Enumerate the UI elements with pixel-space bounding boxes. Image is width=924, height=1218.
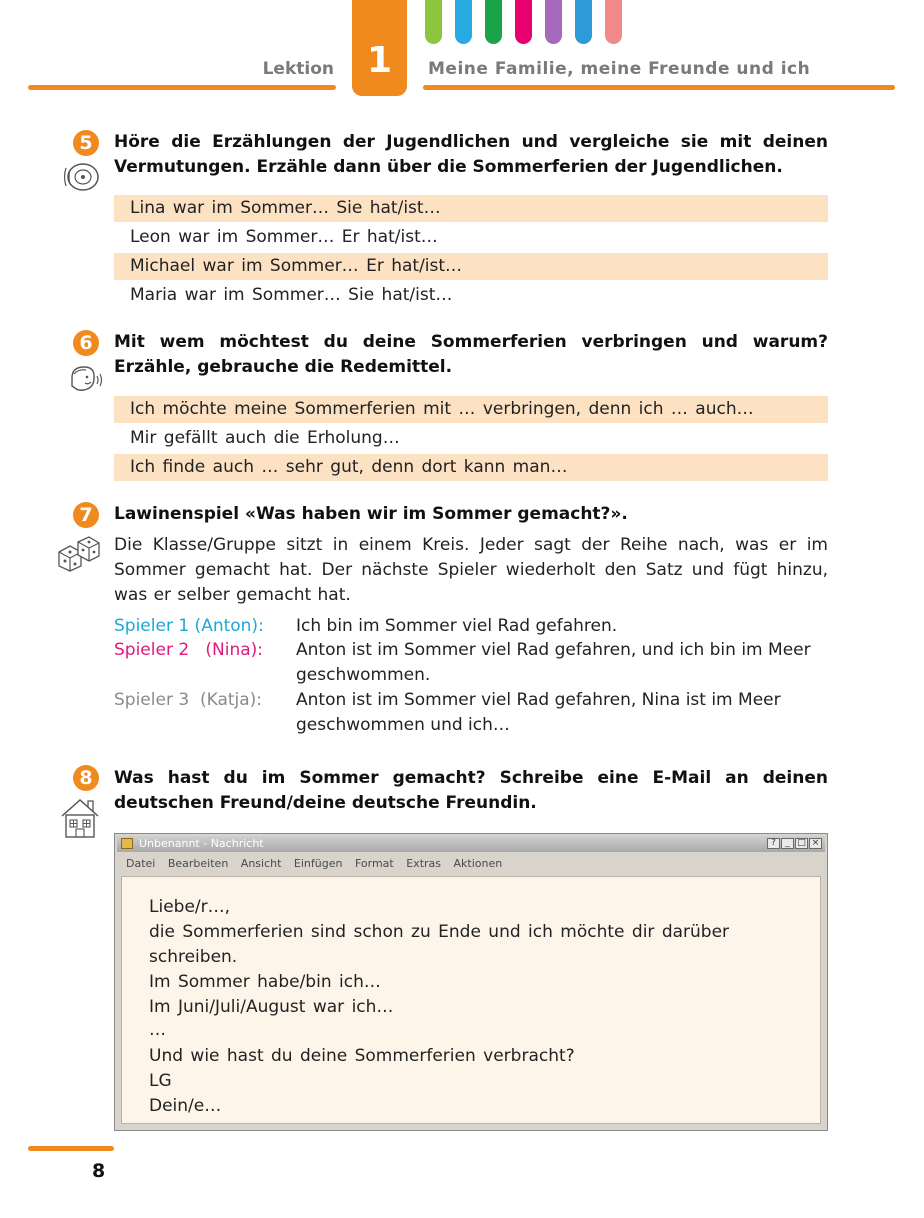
stripe (605, 0, 622, 44)
help-icon[interactable]: ? (767, 838, 780, 849)
mail-line: Und wie hast du deine Sommerferien verbracht? (149, 1046, 575, 1066)
header-rule-left (28, 85, 336, 90)
mail-line: die Sommerferien sind schon zu Ende und ich möchte dir darüber (149, 922, 730, 942)
lesson-tab (352, 0, 407, 96)
player-text: Anton ist im Sommer viel Rad gefahren, Nina ist im Meer geschwommen und ich… (296, 690, 781, 735)
mail-line: LG (149, 1071, 172, 1091)
stripe (425, 0, 442, 44)
stripe (545, 0, 562, 44)
window-menubar (117, 855, 825, 873)
maximize-icon[interactable]: □ (795, 838, 808, 849)
exercise-number-8: 8 (73, 765, 99, 791)
page-title: Meine Familie, meine Freunde und ich (428, 59, 811, 79)
house-icon (58, 796, 102, 840)
minimize-icon[interactable]: _ (781, 838, 794, 849)
player-text: Anton ist im Sommer viel Rad gefahren, und ich bin im Meer geschwommen. (296, 640, 811, 685)
phrase-line: Mir gefällt auch die Erholung… (130, 428, 400, 448)
menu-item-format[interactable]: Format (354, 857, 394, 870)
close-icon[interactable]: × (809, 838, 822, 849)
lesson-number: 1 (366, 40, 393, 81)
exercise-number-6: 6 (73, 330, 99, 356)
player-label: Spieler 2 (Nina): (114, 640, 263, 660)
player-label: Spieler 3 (Katja): (114, 690, 263, 710)
player-label: Spieler 1 (Anton): (114, 616, 264, 636)
phrase-line: Ich möchte meine Sommerferien mit … verbringen, denn ich … auch… (114, 396, 828, 423)
exercise-8-task: Was hast du im Sommer gemacht? Schreibe eine E-Mail an deinen deutschen Freund/deine deutsche Freundin. (114, 768, 828, 813)
footer-rule (28, 1146, 114, 1151)
page-number: 8 (92, 1160, 106, 1182)
exercise-6-task: Mit wem möchtest du deine Sommerferien verbringen und warum? Erzähle, gebrauche die Redemittel. (114, 332, 828, 377)
color-stripes (425, 0, 625, 46)
exercise-number-7: 7 (73, 502, 99, 528)
mail-line: Liebe/r…, (149, 897, 231, 917)
menu-item-datei[interactable]: Datei (126, 857, 156, 870)
menu-item-ansicht[interactable]: Ansicht (240, 857, 282, 870)
phrase-line: Lina war im Sommer… Sie hat/ist… (114, 195, 828, 222)
mail-line: … (149, 1020, 166, 1040)
mail-line: Im Juni/Juli/August war ich… (149, 997, 394, 1017)
menu-item-aktionen[interactable]: Aktionen (453, 857, 503, 870)
menu-item-bearbeiten[interactable]: Bearbeiten (167, 857, 229, 870)
lektion-label: Lektion (262, 59, 334, 79)
window-title: Unbenannt - Nachricht (139, 837, 264, 850)
stripe (455, 0, 472, 44)
stripe (485, 0, 502, 44)
envelope-icon (121, 838, 133, 849)
exercise-5-task: Höre die Erzählungen der Jugendlichen und vergleiche sie mit deinen Vermutungen. Erzähle dann über die Sommerferien der Jugendlichen. (114, 132, 828, 177)
email-window (114, 833, 828, 1131)
dice-icon (56, 536, 102, 572)
speaking-face-icon (66, 364, 106, 396)
mail-line: schreiben. (149, 947, 238, 967)
player-text: Ich bin im Sommer viel Rad gefahren. (296, 616, 618, 636)
header-rule-right (423, 85, 895, 90)
stripe (515, 0, 532, 44)
phrase-line: Michael war im Sommer… Er hat/ist… (114, 253, 828, 280)
menu-item-extras[interactable]: Extras (406, 857, 442, 870)
exercise-7-task: Lawinenspiel «Was haben wir im Sommer gemacht?». (114, 504, 628, 524)
menu-item-einfuegen[interactable]: Einfügen (293, 857, 343, 870)
audio-disc-icon (62, 160, 102, 194)
mail-line: Im Sommer habe/bin ich… (149, 972, 381, 992)
window-titlebar (117, 836, 825, 852)
phrase-line: Maria war im Sommer… Sie hat/ist… (130, 285, 453, 305)
exercise-7-description: Die Klasse/Gruppe sitzt in einem Kreis. Jeder sagt der Reihe nach, was er im Sommer gemacht hat. Der nächste Spieler wiederholt den Satz und fügt hinzu, was er selber gemacht hat. (114, 535, 828, 605)
phrase-line: Leon war im Sommer… Er hat/ist… (130, 227, 438, 247)
stripe (575, 0, 592, 44)
exercise-number-5: 5 (73, 130, 99, 156)
mail-line: Dein/e… (149, 1096, 222, 1116)
email-body[interactable] (121, 876, 821, 1124)
phrase-line: Ich finde auch … sehr gut, denn dort kann man… (114, 454, 828, 481)
